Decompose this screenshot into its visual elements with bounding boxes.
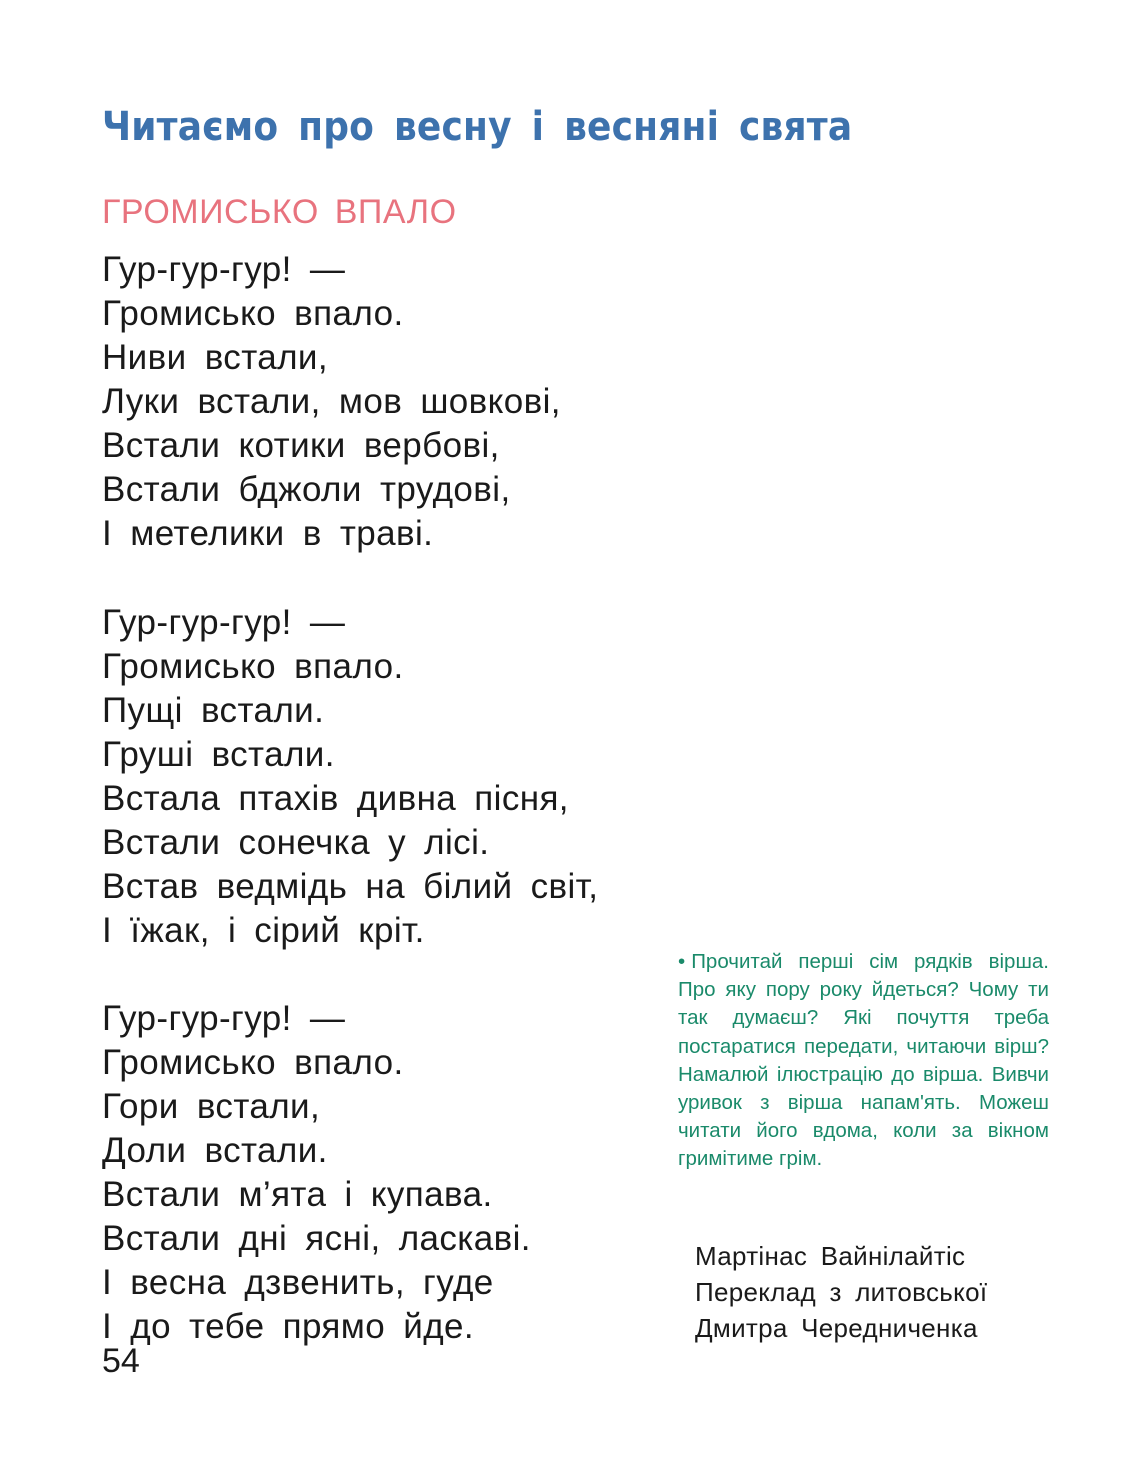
poem-stanza-2 — [102, 601, 598, 953]
section-title: Читаємо про весну і весняні свята — [102, 104, 853, 150]
poem-line: Гур-гур-гур! — — [102, 999, 346, 1038]
poem-line: Ниви встали, — [102, 338, 328, 377]
poem-line: І метелики в траві. — [102, 514, 434, 553]
poem-line: Гур-гур-гур! — — [102, 250, 346, 289]
poem-line: Встали сонечка у лісі. — [102, 823, 490, 862]
poem-line: Груші встали. — [102, 735, 335, 774]
attribution — [695, 1238, 987, 1346]
poem-stanza-3 — [102, 997, 531, 1349]
author-name: Мартінас Вайнілайтіс — [695, 1241, 966, 1271]
translation-note: Переклад з литовської — [695, 1277, 988, 1307]
task-text: Прочитай перші сім рядків вірша. Про яку пору року йдеться? Чому ти так думаєш? Які почуття треба постаратися передати, читаючи вірш? Намалюй ілюстрацію до вірша. Вивчи уривок з вірша напам'ять. Можеш читати його вдома, коли за вікном гримітиме грім. — [678, 950, 1049, 1171]
poem-line: Встав ведмідь на білий світ, — [102, 867, 599, 906]
task-instructions — [678, 948, 1049, 1174]
poem-line: Встала птахів дивна пісня, — [102, 779, 569, 818]
poem-line: Пущі встали. — [102, 691, 325, 730]
poem-line: Громисько впало. — [102, 647, 404, 686]
poem-line: І весна дзвенить, гуде — [102, 1263, 494, 1302]
poem-line: Встали дні ясні, ласкаві. — [102, 1219, 531, 1258]
poem-line: Встали бджоли трудові, — [102, 470, 511, 509]
page-number: 54 — [102, 1342, 140, 1380]
poem-line: Встали котики вербові, — [102, 426, 500, 465]
poem-stanza-1 — [102, 248, 561, 556]
poem-line: І до тебе прямо йде. — [102, 1307, 475, 1346]
translator-name: Дмитра Чередниченка — [695, 1313, 978, 1343]
poem-line: Громисько впало. — [102, 294, 404, 333]
poem-line: Гур-гур-гур! — — [102, 603, 346, 642]
poem-line: Встали м’ята і купава. — [102, 1175, 493, 1214]
bullet-icon: • — [678, 950, 686, 973]
poem-line: Доли встали. — [102, 1131, 328, 1170]
poem-line: Гори встали, — [102, 1087, 321, 1126]
poem-title: ГРОМИСЬКО ВПАЛО — [102, 193, 457, 231]
poem-line: І їжак, і сірий кріт. — [102, 911, 425, 950]
poem-line: Луки встали, мов шовкові, — [102, 382, 561, 421]
poem-line: Громисько впало. — [102, 1043, 404, 1082]
